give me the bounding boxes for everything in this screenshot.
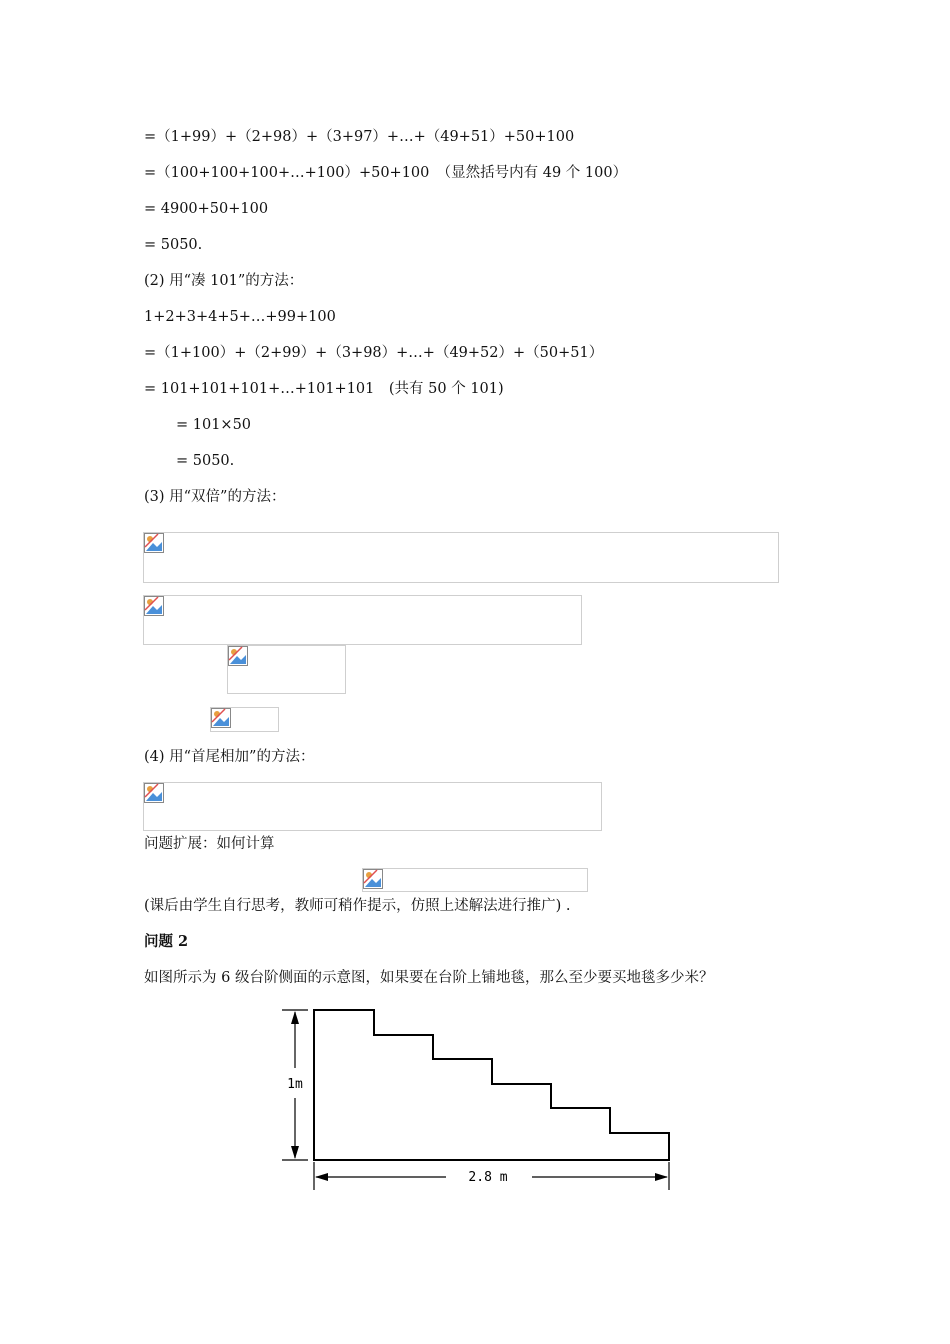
broken-image-icon (144, 533, 164, 553)
formula-image-6 (362, 868, 588, 892)
width-arrowhead-left (315, 1173, 328, 1181)
formula-image-1 (143, 532, 779, 583)
extension-question: 问题扩展：如何计算 (144, 836, 275, 852)
method-4-heading: (4) 用“首尾相加”的方法： (144, 749, 315, 765)
stair-outline (314, 1010, 669, 1160)
text-line-3: = 4900+50+100 (144, 201, 269, 217)
problem-2-text: 如图所示为 6 级台阶侧面的示意图，如果要在台阶上铺地毯，那么至少要买地毯多少米？ (144, 970, 714, 986)
formula-image-5 (143, 782, 602, 831)
broken-image-icon (144, 783, 164, 803)
formula-image-2 (143, 595, 582, 645)
width-label: 2.8 m (468, 1170, 508, 1185)
formula-image-3 (227, 645, 346, 694)
text-line-7: =（1+100）+（2+99）+（3+98）+…+（49+52）+（50+51） (144, 345, 604, 361)
text-line-4: = 5050. (144, 237, 203, 253)
extension-note: (课后由学生自行思考，教师可稍作提示，仿照上述解法进行推广) . (144, 898, 571, 914)
text-line-6: 1+2+3+4+5+…+99+100 (144, 309, 336, 325)
broken-image-icon (363, 869, 383, 889)
height-arrowhead-up (291, 1011, 299, 1024)
text-line-8: = 101+101+101+…+101+101 (共有 50 个 101) (144, 381, 504, 397)
method-2-heading: (2) 用“凑 101”的方法： (144, 273, 304, 289)
text-line-1: =（1+99）+（2+98）+（3+97）+…+（49+51）+50+100 (144, 129, 575, 145)
broken-image-icon (144, 596, 164, 616)
stair-diagram (276, 1000, 676, 1192)
text-line-9: = 101×50 (176, 417, 252, 433)
text-line-10: = 5050. (176, 453, 235, 469)
height-arrowhead-down (291, 1146, 299, 1159)
height-label: 1m (287, 1077, 303, 1092)
broken-image-icon (211, 708, 231, 728)
problem-2-heading: 问题 2 (144, 933, 189, 950)
method-3-heading: (3) 用“双倍”的方法： (144, 489, 286, 505)
broken-image-icon (228, 646, 248, 666)
formula-image-4 (210, 707, 279, 732)
width-arrowhead-right (655, 1173, 668, 1181)
text-line-2: =（100+100+100+…+100）+50+100 （显然括号内有 49 个 100） (144, 165, 628, 181)
